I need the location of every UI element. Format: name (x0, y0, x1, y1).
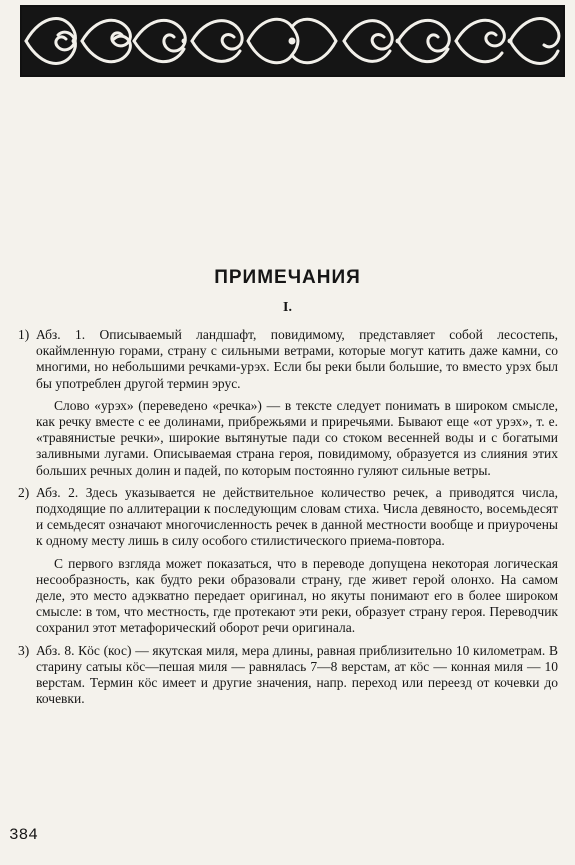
notes-list (18, 327, 558, 713)
note-paragraph: Абз. 8. Кӧс (кос) — якутская миля, мера длины, равная приблизительно 10 километрам. В старину сатыы кӧс—пешая миля — равнялась 7—8 верстам, ат кӧс — конная миля — 10 верстам. Термин кӧс имеет и другие значения, напр. переход или переезд от кочевки до кочевки. (36, 642, 558, 707)
note-paragraph: Слово «урэх» (переведено «речка») — в тексте следует понимать в широком смысле, как речку вместе с ее долинами, прибрежьями и приречьями. Бывают еще «от урэх», т. е. «травянистые речки», широкие вытянутые пади со стоком весенней воды и с богатыми заливными лугами. Описываемая страна героя, повидимому, образуется из слияния этих больших речных долин и падей, по которым постоянно гуляют сильные ветры. (36, 397, 558, 478)
page-title: ПРИМЕЧАНИЯ (214, 267, 361, 288)
decorative-ornament-banner (20, 5, 565, 77)
page-number: 384 (9, 826, 38, 844)
note-paragraph: Абз. 2. Здесь указывается не действительное количество речек, а приводятся числа, подходящие по аллитерации к последующим словам стиха. Числа девяносто, восемьдесят и семьдесят означают многочисленность речек в данной местности вообще и приурочены к одному месту лишь в силу особого стилистического приема-повтора. (36, 484, 558, 549)
note-number: 1) (18, 327, 30, 342)
note-item-3 (18, 643, 558, 708)
note-item-2 (18, 485, 558, 637)
note-paragraph: С первого взгляда может показаться, что в переводе допущена некоторая логическая несообразность, как будто реки образовали страну, где живет герой олонхо. На самом деле, это место адэкватно передает оригинал, но якуты понимают его в более широком смысле: в том, что местность, где протекают эти реки, образует страну героя. Переводчик сохранил этот метафорический оборот речи оригинала. (36, 555, 558, 636)
section-number: I. (283, 300, 292, 315)
ornament-pattern (22, 7, 563, 75)
note-paragraph: Абз. 1. Описываемый ландшафт, повидимому, представляет собой лесостепь, окаймленную горами, страну с сильными ветрами, которые могут катить даже камни, со многими, но небольшими речками-урэх. Если бы реки были большие, то вместо урэх был бы употреблен другой термин эрус. (36, 327, 558, 391)
note-number: 2) (18, 484, 30, 500)
note-item-1 (18, 327, 558, 479)
note-number: 3) (18, 642, 30, 658)
